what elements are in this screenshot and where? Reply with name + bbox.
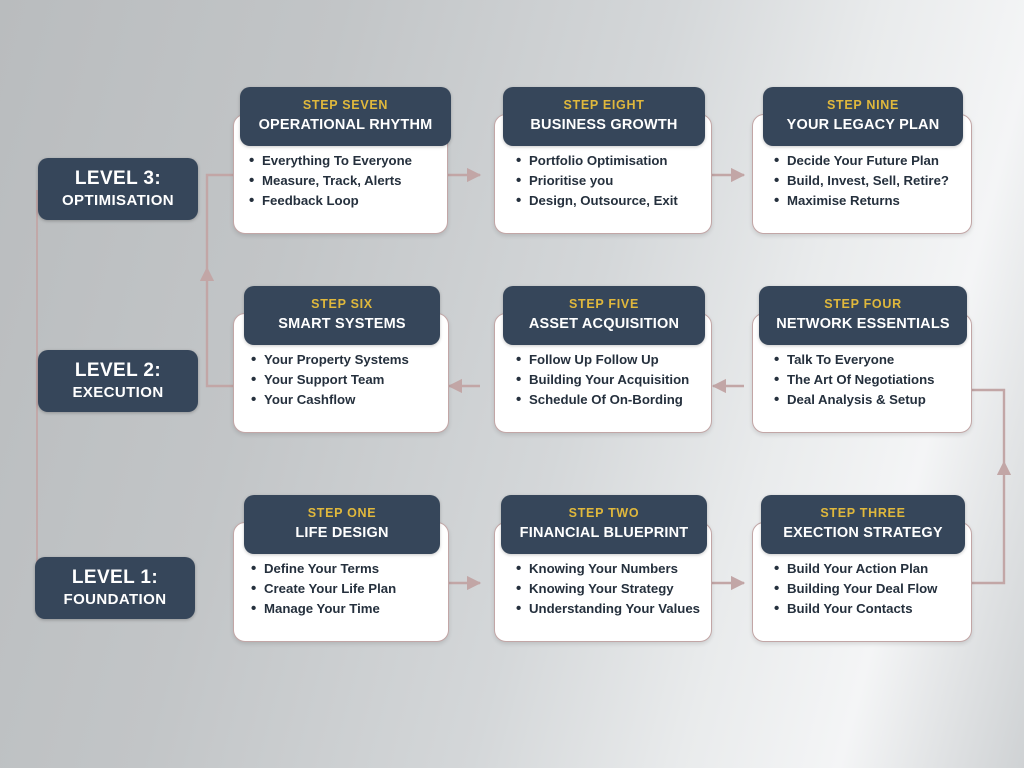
step-three-header — [761, 495, 965, 554]
list-item: • Feedback Loop — [262, 191, 437, 211]
level-2-top-label: LEVEL 2: — [74, 359, 162, 381]
list-item: • Understanding Your Values — [529, 599, 701, 619]
list-item: • Manage Your Time — [264, 599, 438, 619]
step-four-title: NETWORK ESSENTIALS — [776, 316, 950, 333]
level-2-bottom-label: EXECUTION — [72, 384, 164, 402]
step-card-step-four[interactable] — [752, 297, 972, 433]
step-card-step-eight[interactable] — [494, 98, 712, 234]
list-item: • Follow Up Follow Up — [529, 350, 701, 370]
list-item: • Design, Outsource, Exit — [529, 191, 701, 211]
step-one-title: LIFE DESIGN — [295, 525, 389, 542]
list-item: • Your Cashflow — [264, 390, 438, 410]
step-two-step-label: STEP TWO — [568, 506, 640, 520]
list-item: • The Art Of Negotiations — [787, 370, 961, 390]
list-item: • Your Property Systems — [264, 350, 438, 370]
step-card-step-seven[interactable] — [233, 98, 448, 234]
step-card-step-one[interactable] — [233, 506, 449, 642]
level-pill-level-3[interactable] — [38, 158, 198, 220]
step-eight-step-label: STEP EIGHT — [563, 98, 645, 112]
list-item: • Knowing Your Strategy — [529, 579, 701, 599]
level-1-bottom-label: FOUNDATION — [63, 591, 167, 609]
list-item: • Portfolio Optimisation — [529, 151, 701, 171]
step-card-step-five[interactable] — [494, 297, 712, 433]
list-item: • Prioritise you — [529, 171, 701, 191]
step-three-step-label: STEP THREE — [820, 506, 906, 520]
step-nine-step-label: STEP NINE — [826, 98, 900, 112]
list-item: • Maximise Returns — [787, 191, 961, 211]
step-eight-title: BUSINESS GROWTH — [530, 117, 678, 134]
step-one-header — [244, 495, 440, 554]
list-item: • Deal Analysis & Setup — [787, 390, 961, 410]
step-six-title: SMART SYSTEMS — [278, 316, 406, 333]
list-item: • Schedule Of On-Bording — [529, 390, 701, 410]
step-two-header — [501, 495, 707, 554]
step-six-header — [244, 286, 440, 345]
step-seven-title: OPERATIONAL RHYTHM — [258, 117, 433, 134]
step-three-title: EXECTION STRATEGY — [783, 525, 943, 542]
step-five-header — [503, 286, 705, 345]
step-card-step-six[interactable] — [233, 297, 449, 433]
step-nine-title: YOUR LEGACY PLAN — [786, 117, 940, 134]
step-card-step-nine[interactable] — [752, 98, 972, 234]
level-pill-level-1[interactable] — [35, 557, 195, 619]
step-five-step-label: STEP FIVE — [569, 297, 639, 311]
level-3-bottom-label: OPTIMISATION — [61, 192, 175, 210]
step-four-header — [759, 286, 967, 345]
level-1-top-label: LEVEL 1: — [71, 566, 159, 588]
step-one-step-label: STEP ONE — [307, 506, 377, 520]
list-item: • Building Your Acquisition — [529, 370, 701, 390]
step-six-step-label: STEP SIX — [311, 297, 373, 311]
list-item: • Define Your Terms — [264, 559, 438, 579]
step-eight-header — [503, 87, 705, 146]
list-item: • Knowing Your Numbers — [529, 559, 701, 579]
level-pill-level-2[interactable] — [38, 350, 198, 412]
step-four-step-label: STEP FOUR — [824, 297, 902, 311]
list-item: • Create Your Life Plan — [264, 579, 438, 599]
level-3-top-label: LEVEL 3: — [74, 167, 162, 189]
list-item: • Build Your Action Plan — [787, 559, 961, 579]
step-seven-header — [240, 87, 451, 146]
step-seven-step-label: STEP SEVEN — [302, 98, 389, 112]
step-five-title: ASSET ACQUISITION — [528, 316, 680, 333]
step-card-step-two[interactable] — [494, 506, 712, 642]
list-item: • Your Support Team — [264, 370, 438, 390]
list-item: • Build Your Contacts — [787, 599, 961, 619]
list-item: • Everything To Everyone — [262, 151, 437, 171]
list-item: • Build, Invest, Sell, Retire? — [787, 171, 961, 191]
list-item: • Decide Your Future Plan — [787, 151, 961, 171]
step-card-step-three[interactable] — [752, 506, 972, 642]
list-item: • Measure, Track, Alerts — [262, 171, 437, 191]
list-item: • Talk To Everyone — [787, 350, 961, 370]
step-nine-header — [763, 87, 963, 146]
list-item: • Building Your Deal Flow — [787, 579, 961, 599]
step-two-title: FINANCIAL BLUEPRINT — [519, 525, 689, 542]
